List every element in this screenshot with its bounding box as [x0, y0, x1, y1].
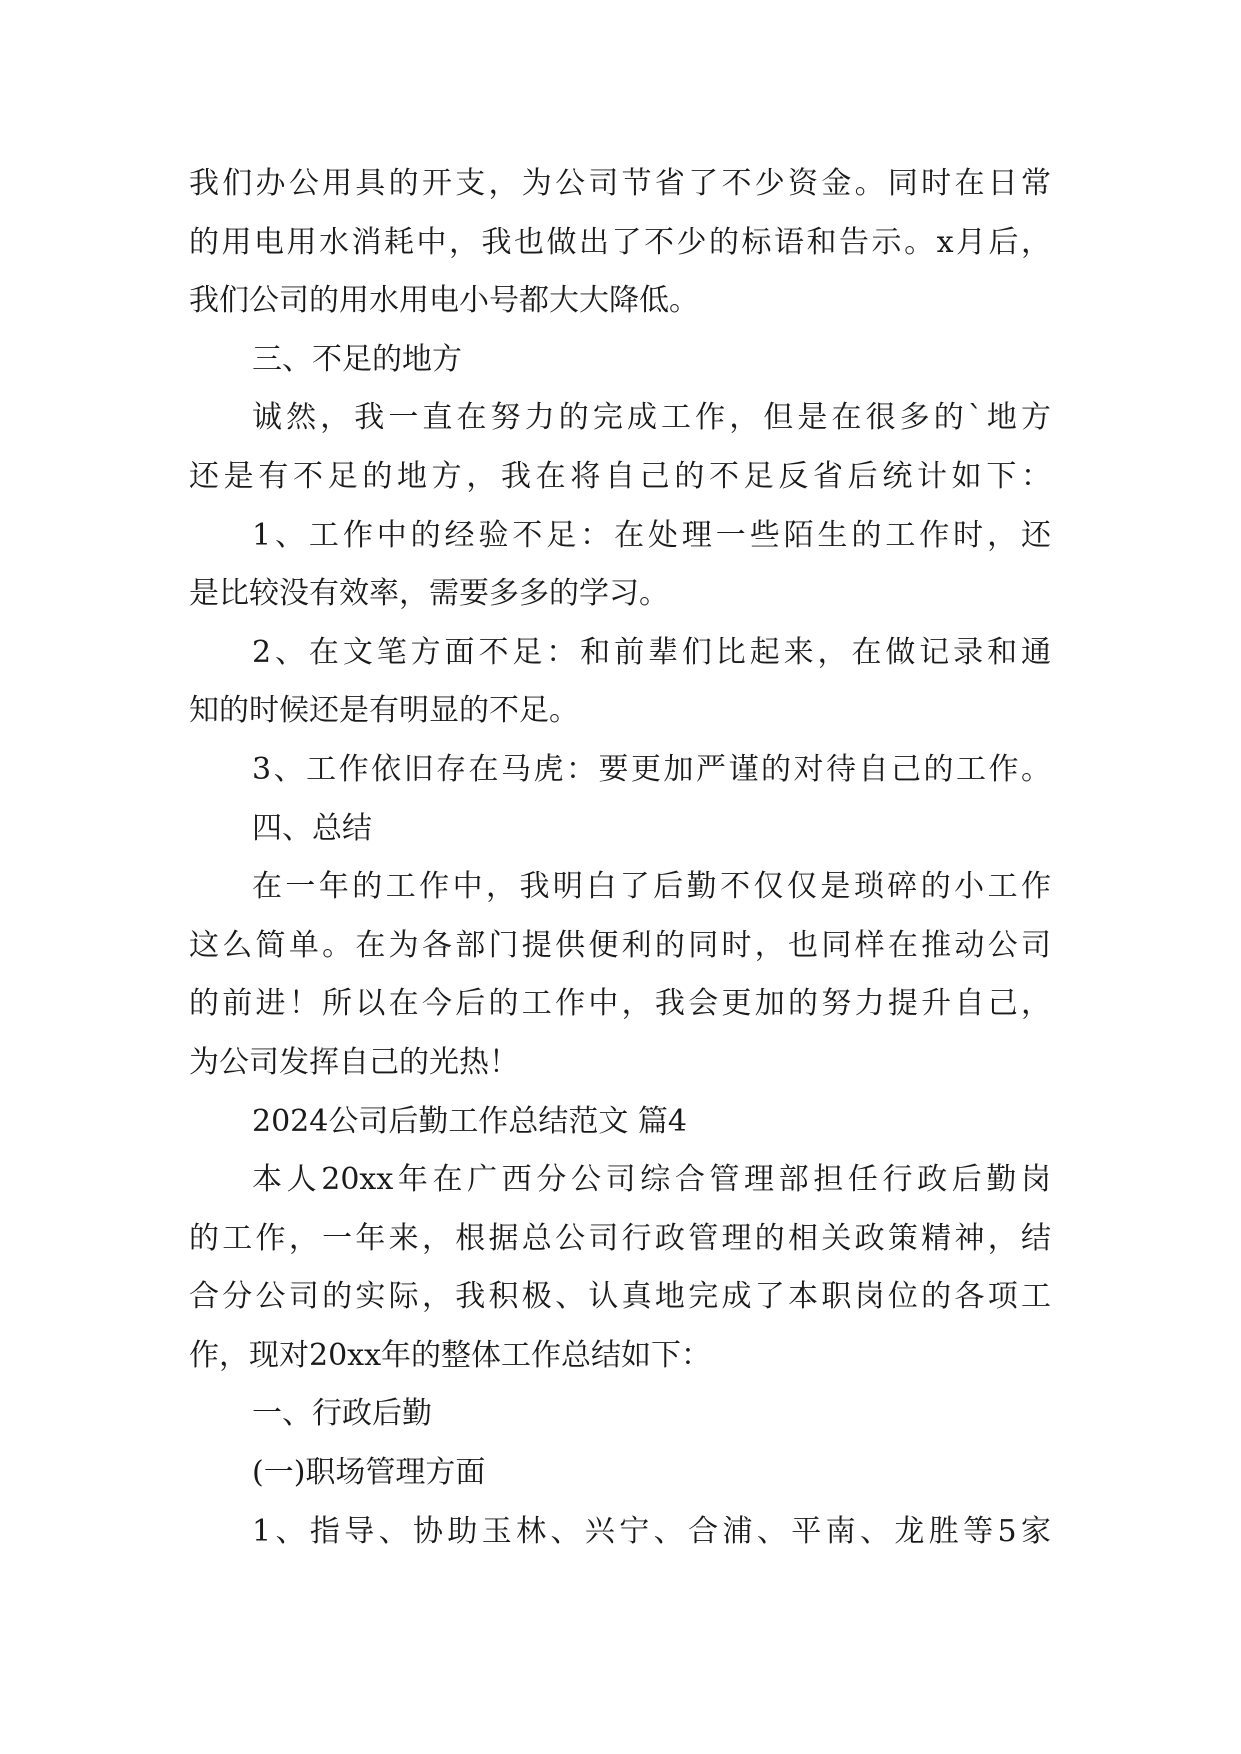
section-heading: 一、行政后勤: [252, 1396, 432, 1432]
paragraph-line: 的用电用水消耗中，我也做出了不少的标语和告示。x月后，: [189, 224, 1051, 260]
paragraph-line: 合分公司的实际，我积极、认真地完成了本职岗位的各项工: [189, 1279, 1051, 1315]
article-title: 2024公司后勤工作总结范文 篇4: [252, 1103, 687, 1139]
paragraph-line: 这么简单。在为各部门提供便利的同时，也同样在推动公司: [189, 927, 1051, 963]
list-item-line: 知的时候还是有明显的不足。: [189, 693, 579, 729]
document-body: [189, 155, 1051, 1561]
paragraph-line: 诚然，我一直在努力的完成工作，但是在很多的`地方: [252, 400, 1051, 436]
list-item-line: 2、在文笔方面不足：和前辈们比起来，在做记录和通: [252, 634, 1051, 670]
list-item-line: 是比较没有效率，需要多多的学习。: [189, 576, 669, 612]
list-item-line: 1、指导、协助玉林、兴宁、合浦、平南、龙胜等5家: [252, 1513, 1051, 1549]
paragraph-line: 的前进！所以在今后的工作中，我会更加的努力提升自己，: [189, 986, 1051, 1022]
paragraph-line: 我们公司的用水用电小号都大大降低。: [189, 283, 699, 319]
section-heading: 四、总结: [252, 810, 372, 846]
paragraph-line: 的工作，一年来，根据总公司行政管理的相关政策精神，结: [189, 1220, 1051, 1256]
section-heading: 三、不足的地方: [252, 341, 462, 377]
subsection-heading: (一)职场管理方面: [252, 1455, 486, 1491]
paragraph-line: 作，现对20xx年的整体工作总结如下：: [189, 1337, 712, 1373]
list-item-line: 1、工作中的经验不足：在处理一些陌生的工作时，还: [252, 517, 1051, 553]
paragraph-line: 还是有不足的地方，我在将自己的不足反省后统计如下：: [189, 458, 1051, 494]
paragraph-line: 我们办公用具的开支，为公司节省了不少资金。同时在日常: [189, 166, 1051, 201]
paragraph-line: 为公司发挥自己的光热！: [189, 1044, 519, 1080]
paragraph-line: 在一年的工作中，我明白了后勤不仅仅是琐碎的小工作: [252, 869, 1051, 905]
paragraph-line: 本人20xx年在广西分公司综合管理部担任行政后勤岗: [252, 1162, 1051, 1198]
list-item-line: 3、工作依旧存在马虎：要更加严谨的对待自己的工作。: [252, 751, 1051, 787]
